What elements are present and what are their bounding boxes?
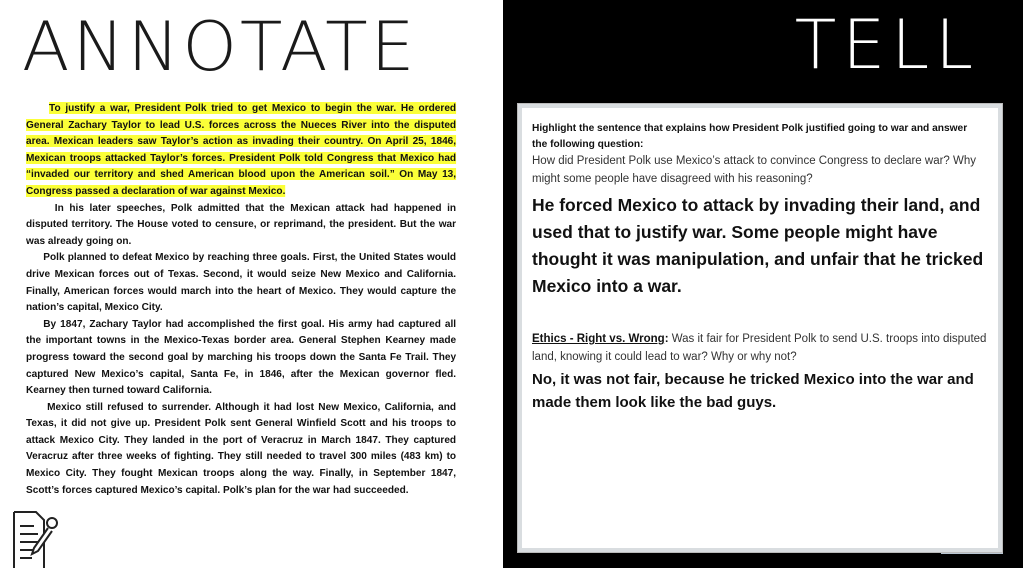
annotate-panel	[0, 0, 503, 568]
ethics-question: Ethics - Right vs. Wrong: Was it fair for President Polk to send U.S. troops into disputed land, knowing it could lead to war? Why or why not?	[532, 333, 987, 363]
question-text: How did President Polk use Mexico’s attack to convince Congress to declare war? Why might some people have disagreed with his reasoning?	[532, 155, 977, 185]
ethics-question-text: Was it fair for President Polk to send U.S. troops into disputed land, knowing it could lead to war? Why or why not?	[532, 333, 987, 363]
highlight-text[interactable]: To justify a war, President Polk tried to get Mexico to begin the war. He ordered General Zachary Taylor to lead U.S. forces across the Nueces River into the disputed area. Mexican leaders saw Taylor’s action as invading their country. On April 25, 1846, Mexican troops attacked Taylor’s forces. President Polk told Congress that Mexico had “invaded our territory and shed American blood upon the American soil.” On May 13, Congress passed a declaration of war against Mexico.	[26, 102, 457, 197]
answer-one[interactable]: He forced Mexico to attack by invading their land, and used that to justify war. Some people might have thought it was manipulation, and unfair that he tricked Mexico into a war.	[532, 195, 984, 296]
tell-panel	[503, 0, 1023, 568]
reading-passage	[26, 100, 456, 498]
instruction-text: Highlight the sentence that explains how President Polk justified going to war and answer the following question:	[532, 122, 968, 150]
answer-two[interactable]: No, it was not fair, because he tricked Mexico into the war and made them look like the bad guys.	[532, 371, 974, 411]
paragraph-scott-veracruz: Mexico still refused to surrender. Although it had lost New Mexico, California, and Texas, it did not give up. President Polk sent General Winfield Scott and his troops to attack Mexico City. They landed in the port of Veracruz in March 1847. They captured Veracruz after three weeks of fighting. They still needed to travel 300 miles (483 km) to Mexico City. They fought Mexican troops along the way. Finally, in September 1847, Scott’s forces captured Mexico’s capital. Polk’s plan for the war had succeeded.	[26, 400, 457, 496]
paragraph-three-goals: Polk planned to defeat Mexico by reaching three goals. First, the United States would drive Mexican forces out of Texas. Second, it would seize New Mexico and California. Finally, American forces would march into the heart of Mexico. They would capture the nation’s capital, Mexico City.	[26, 251, 457, 314]
annotate-title: ANNOTATE	[22, 8, 418, 87]
highlighted-paragraph[interactable]	[26, 100, 456, 200]
paragraph-censure: In his later speeches, Polk admitted that the Mexican attack had happened in disputed territory. The House voted to censure, or reprimand, the president. But the war was already going on.	[26, 201, 457, 247]
ethics-label: Ethics - Right vs. Wrong	[532, 333, 665, 345]
tell-title: TELL	[794, 6, 979, 85]
paragraph-taylor-kearney: By 1847, Zachary Taylor had accomplished the first goal. His army had captured all the important towns in the Mexico-Texas border area. General Stephen Kearney made progress toward the second goal by marching his troops down the Santa Fe Trail. They captured New Mexico’s capital, Santa Fe, in 1846, after the Mexican governor fled. Kearney then turned toward California.	[26, 317, 457, 397]
document-edit-icon	[8, 506, 62, 568]
response-card[interactable]	[518, 104, 1002, 552]
